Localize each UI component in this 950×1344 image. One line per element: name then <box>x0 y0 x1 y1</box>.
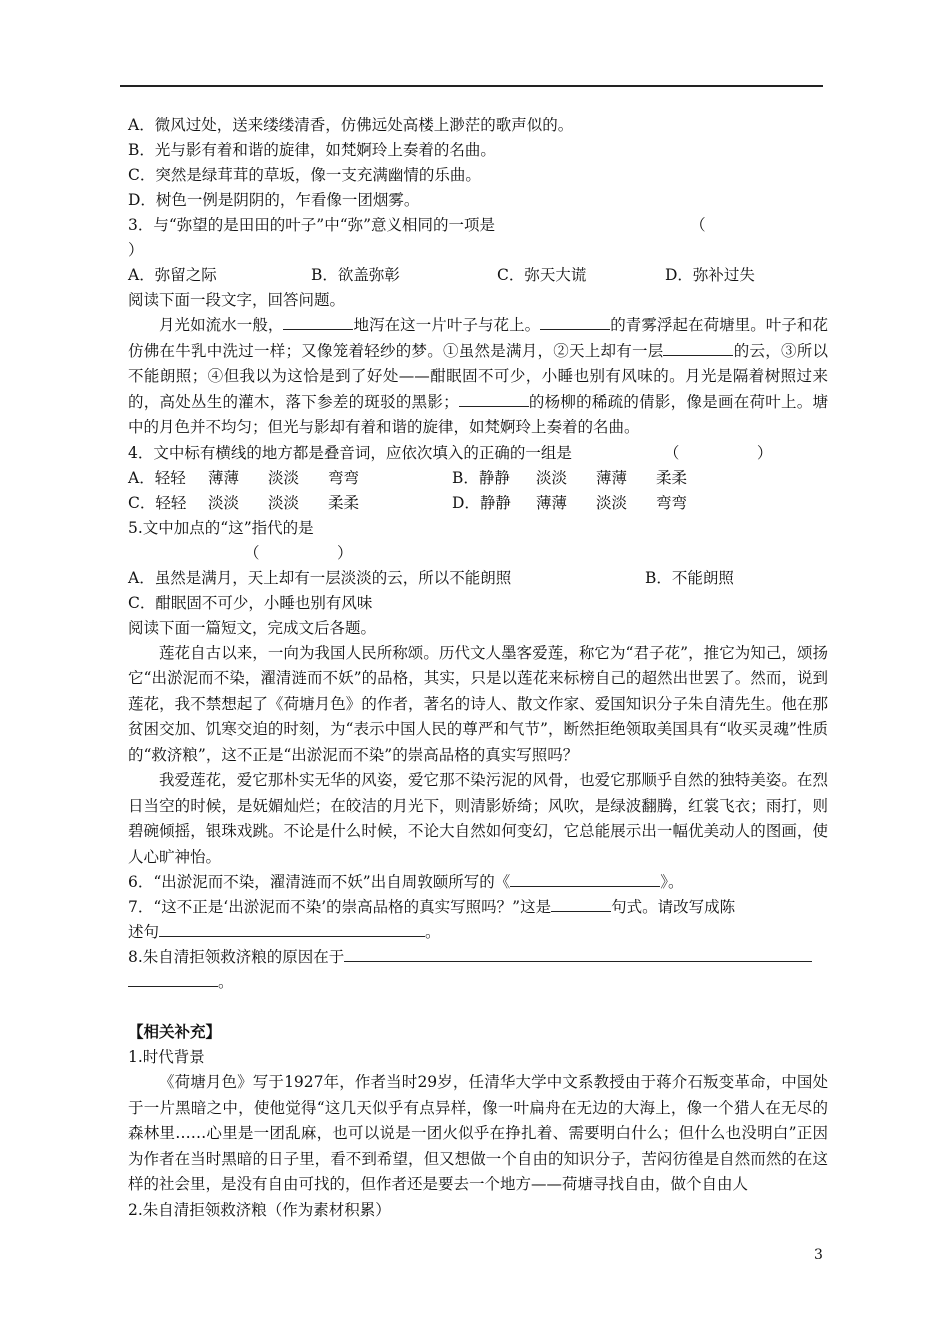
reading1-passage <box>128 313 828 441</box>
q4-stem: 4．文中标有横线的地方都是叠音词，应依次填入的正确的一组是 <box>128 443 572 462</box>
q3-option-d: D．弥补过失 <box>665 266 755 284</box>
q4-b-3: 薄薄 <box>596 468 628 487</box>
fill-blank-4[interactable] <box>459 391 529 407</box>
page-number: 3 <box>814 1247 823 1263</box>
q3-options <box>128 263 828 288</box>
q7-mid: 句式。请改写成陈 <box>611 898 736 916</box>
reading1-s5: 的杨柳的稀疏的倩影，像是画在荷叶上。塘中的月色并不均匀；但光与影却有着和谐的旋律，如梵婀玲上奏着的名曲。 <box>128 392 828 436</box>
header-rule <box>120 85 823 87</box>
q4-a-1: A．轻轻 <box>128 468 186 487</box>
q2-option-d: D．树色一例是阴阴的，乍看像一团烟雾。 <box>128 191 420 209</box>
reading1-s4: 的云，③所以不能朗照；④但我以为这恰是到了好处——酣眠固不可少，小睡也别有风味的。月光是隔着树照过来的，高处丛生的灌木，落下参差的斑驳的黑影； <box>128 341 828 411</box>
q5-paren: （ ） <box>244 543 353 562</box>
reading2-paragraph-2: 我爱莲花，爱它那朴实无华的风姿，爱它那不染污泥的风骨，也爱它那顺乎自然的独特美姿。在烈日当空的时候，是妩媚灿烂；在皎洁的月光下，则清影娇绮；风吹，是绿波翻腾，红裳飞衣；雨打，则碧碗倾摇，银珠戏跳。不论是什么时候，不论大自然如何变幻，它总能展示出一幅优美动人的图画，使人心旷神怡。 <box>128 771 828 866</box>
q4-a-3: 淡淡 <box>268 468 300 487</box>
supplement-heading: 【相关补充】 <box>128 1023 222 1041</box>
q6-line <box>128 870 828 895</box>
q8-answer-blank-1[interactable] <box>344 946 812 962</box>
supplement-item-1: 1.时代背景 <box>128 1048 205 1066</box>
q4-d-3: 淡淡 <box>596 493 628 512</box>
q8-line-2 <box>128 970 828 995</box>
q3-paren-close: ） <box>128 241 144 259</box>
fill-blank-2[interactable] <box>540 314 610 330</box>
q3-stem: 3．与“弥望的是田田的叶子”中“弥”意义相同的一项是 <box>128 216 496 234</box>
q8-answer-blank-2[interactable] <box>128 971 218 987</box>
q2-option-a: A．微风过处，送来缕缕清香，仿佛远处高楼上渺茫的歌声似的。 <box>128 116 574 134</box>
reading1-intro: 阅读下面一段文字，回答问题。 <box>128 291 346 309</box>
q7-line-1 <box>128 895 828 920</box>
q5-option-b: B．不能朗照 <box>645 568 734 587</box>
reading2-paragraph-1: 莲花自古以来，一向为我国人民所称颂。历代文人墨客爱莲，称它为“君子花”，推它为知己，颂扬它“出淤泥而不染，濯清涟而不妖”的品格，其实，只是以莲花来标榜自己的超然出世罢了。然而，说到莲花，我不禁想起了《荷塘月色》的作者，著名的诗人、散文作家、爱国知识分子朱自清先生。他在那贫困交加、饥寒交迫的时刻，为“表示中国人民的尊严和气节”，断然拒绝领取美国具有“收买灵魂”性质的“救济粮”，这不正是“出淤泥而不染”的崇高品格的真实写照吗？ <box>128 643 828 764</box>
q4-d-4: 弯弯 <box>656 493 688 512</box>
q2-option-c: C．突然是绿茸茸的草坂，像一支充满幽情的乐曲。 <box>128 166 481 184</box>
q4-options-cd <box>128 491 828 516</box>
q4-a-2: 薄薄 <box>208 468 240 487</box>
q8-stem: 8.朱自清拒领救济粮的原因在于 <box>128 948 345 966</box>
q4-stem-line <box>128 441 828 466</box>
q4-c-1: C．轻轻 <box>128 493 187 512</box>
q6-stem: 6．“出淤泥而不染，濯清涟而不妖”出自周敦颐所写的《 <box>128 873 511 891</box>
fill-blank-1[interactable] <box>283 314 353 330</box>
q4-b-4: 柔柔 <box>656 468 688 487</box>
q6-answer-blank[interactable] <box>510 871 660 887</box>
reading1-s3: 的青雾浮起在荷塘里。叶子和花仿佛在牛乳中洗过一样；又像笼着轻纱的梦。①虽然是满月，②天上却有一层 <box>128 316 828 360</box>
q3-paren-open: （ <box>690 216 706 234</box>
q3-option-a: A．弥留之际 <box>128 266 217 284</box>
q3-stem-line <box>128 213 828 238</box>
q7-line2-text: 述句 <box>128 923 160 941</box>
q5-options-ab <box>128 566 828 591</box>
supplement-item-2: 2.朱自清拒领救济粮（作为素材积累） <box>128 1200 391 1219</box>
reading1-s2: 地泻在这一片叶子与花上。 <box>353 316 541 334</box>
q4-c-4: 柔柔 <box>328 493 360 512</box>
fill-blank-3[interactable] <box>663 340 733 356</box>
q3-option-c: C．弥天大谎 <box>497 266 587 284</box>
q5-stem: 5.文中加点的“这”指代的是 <box>128 518 314 537</box>
q4-a-4: 弯弯 <box>328 468 360 487</box>
supplement-paragraph: 《荷塘月色》写于1927年，作者当时29岁，任清华大学中文系教授由于蒋介石叛变革命，中国处于一片黑暗之中，使他觉得“这几天似乎有点异样，像一叶扁舟在无边的大海上，像一个猎人在无尽的森林里……心里是一团乱麻，也可以说是一团火似乎在挣扎着、需要明白什么；但什么也没明白”正因为作者在当时黑暗的日子里，看不到希望，但又想做一个自由的知识分子，苦闷彷徨是自然而然的在这样的社会里，是没有自由可找的，但作者还是要去一个地方——荷塘寻找自由，做个自由人 <box>128 1073 828 1193</box>
q5-option-c: C．酣眠固不可少，小睡也别有风味 <box>128 593 373 612</box>
q4-d-2: 薄薄 <box>536 493 568 512</box>
q8-end: 。 <box>218 973 234 991</box>
q7-end: 。 <box>425 923 441 941</box>
q7-line-2 <box>128 920 828 945</box>
q7-rewrite-blank[interactable] <box>159 921 425 937</box>
q8-line-1 <box>128 945 828 970</box>
q3-option-b: B．欲盖弥彰 <box>311 266 400 284</box>
q7-type-blank[interactable] <box>551 896 611 912</box>
q4-paren: （ ） <box>663 443 773 462</box>
q4-b-1: B．静静 <box>452 468 510 487</box>
q7-stem: 7．“这不正是‘出淤泥而不染’的崇高品格的真实写照吗？”这是 <box>128 898 552 916</box>
reading1-s1: 月光如流水一般， <box>159 316 284 334</box>
page-content <box>128 113 828 1223</box>
q2-option-b: B．光与影有着和谐的旋律，如梵婀玲上奏着的名曲。 <box>128 141 496 159</box>
q4-c-3: 淡淡 <box>268 493 300 512</box>
q6-tail: 》。 <box>660 873 684 891</box>
q4-c-2: 淡淡 <box>208 493 240 512</box>
reading2-intro: 阅读下面一篇短文，完成文后各题。 <box>128 618 377 637</box>
q4-options-ab <box>128 466 828 491</box>
q5-option-a: A．虽然是满月，天上却有一层淡淡的云，所以不能朗照 <box>128 568 512 587</box>
q4-b-2: 淡淡 <box>536 468 568 487</box>
q4-d-1: D．静静 <box>452 493 511 512</box>
